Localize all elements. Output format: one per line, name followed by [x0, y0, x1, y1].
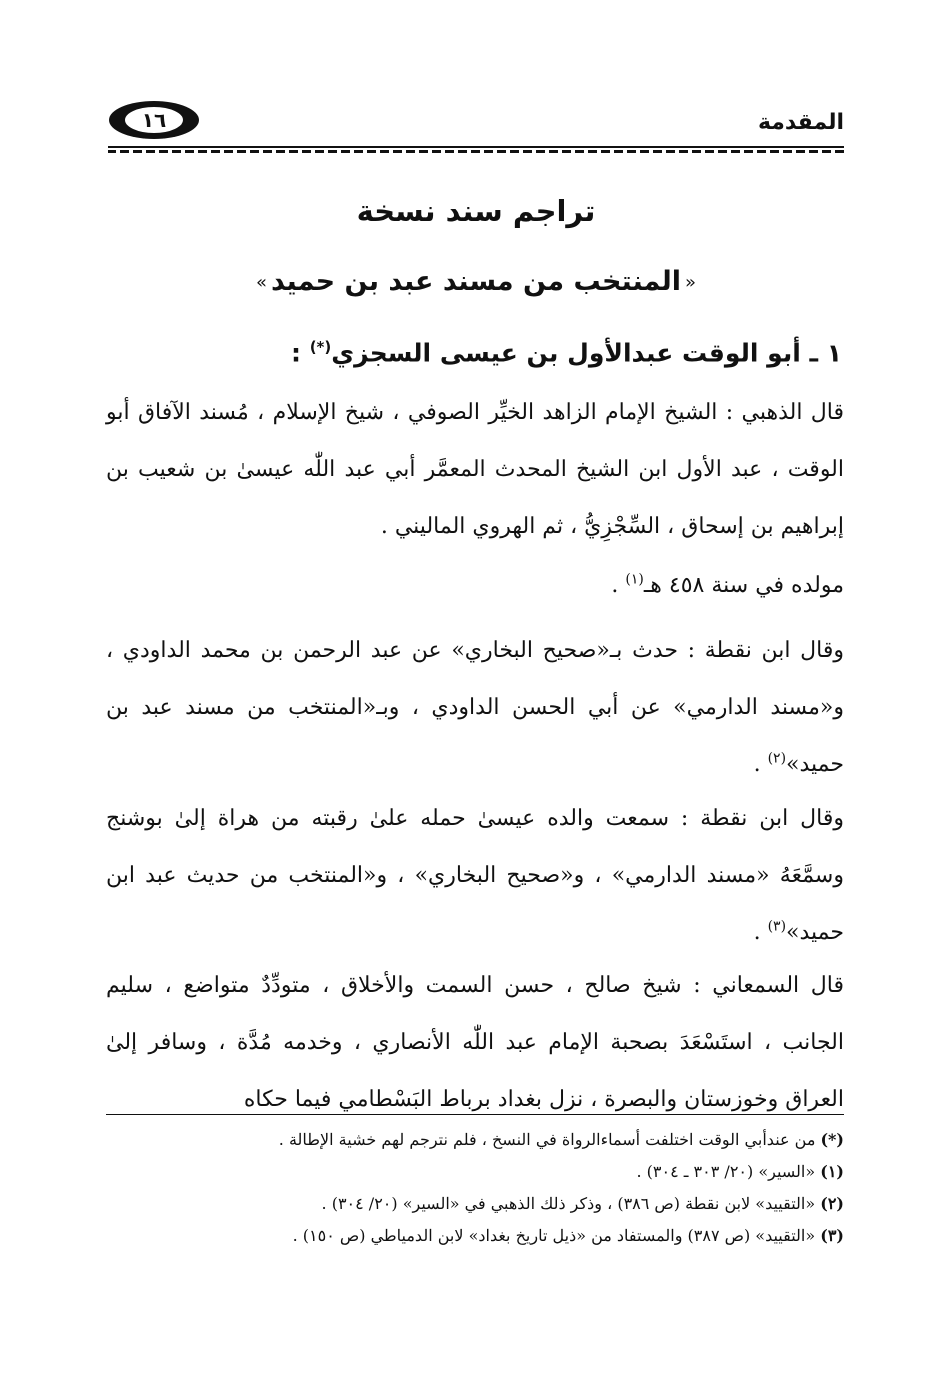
footnote-item — [106, 1188, 844, 1220]
entry-heading-text: ١ ـ أبو الوقت عبدالأول بن عيسى السجزي — [331, 338, 842, 368]
footnote-item — [106, 1156, 844, 1188]
footnote-ref-star: (*) — [309, 338, 332, 356]
paragraph-ibn-nuqta-2 — [106, 790, 844, 961]
footnote-mark: (٣) — [820, 1226, 844, 1245]
page-number: ١٦ — [141, 108, 167, 132]
paragraph-ibn-nuqta-1-tail: . — [753, 752, 768, 777]
paragraph-dhahabi: قال الذهبي : الشيخ الإمام الزاهد الخيِّر الصوفي ، شيخ الإسلام ، مُسند الآفاق أبو الوقت ، عبد الأول ابن الشيخ المحدث المعمَّر أبي عبد اللّٰه عيسىٰ بن شعيب بن إبراهيم بن إسحاق ، السِّجْزِيُّ ، ثم الهروي الماليني . — [106, 400, 844, 539]
main-title: تراجم سند نسخة — [356, 194, 596, 228]
quote-open: « — [685, 272, 697, 293]
header-rule-dashed — [108, 150, 844, 153]
footnote-ref-2: (٢) — [767, 750, 787, 767]
paragraph-samani: قال السمعاني : شيخ صالح ، حسن السمت والأخلاق ، متودِّدٌ متواضع ، سليم الجانب ، استَسْعَدَ بصحبة الإمام عبد اللّٰه الأنصاري ، وخدمه مُدَّة ، وسافر إلىٰ العراق وخوزستان والبصرة ، نزل بغداد برباط البَسْطامي فيما حكاه — [106, 973, 844, 1112]
footnote-mark: (*) — [820, 1130, 844, 1149]
paragraph-ibn-nuqta-1-text: وقال ابن نقطة : حدث بـ«صحيح البخاري» عن عبد الرحمن بن محمد الداودي ، و«مسند الدارمي» عن أبي الحسن الداودي ، وبـ«المنتخب من مسند عبد بن حميد» — [106, 638, 844, 777]
footnote-mark: (١) — [820, 1162, 844, 1181]
footnote-rule — [106, 1114, 844, 1115]
paragraph-ibn-nuqta-1 — [106, 622, 844, 793]
page-header — [108, 98, 844, 148]
header-rule-solid — [108, 146, 844, 148]
footnotes — [106, 1124, 844, 1252]
quote-close: » — [255, 272, 267, 293]
footnote-text: من عندأبي الوقت اختلفت أسماءالرواة في النسخ ، فلم نترجم لهم خشية الإطالة . — [278, 1130, 821, 1149]
footnote-ref-3: (٣) — [767, 918, 787, 935]
footnote-text: «السير» (٢٠/ ٣٠٣ ـ ٣٠٤) . — [636, 1162, 821, 1181]
paragraph-birth-tail: . — [611, 573, 626, 598]
footnote-item — [106, 1220, 844, 1252]
entry-heading — [108, 338, 842, 367]
paragraph-ibn-nuqta-2-text: وقال ابن نقطة : سمعت والده عيسىٰ حمله علىٰ رقبته من هراة إلىٰ بوشنج وسمَّعَهُ «مسند الدارمي» ، و«صحيح البخاري» ، و«المنتخب من حديث عبد ابن حميد» — [106, 806, 844, 945]
paragraph-birth — [106, 557, 844, 614]
subtitle-text: المنتخب من مسند عبد بن حميد — [270, 266, 682, 297]
footnote-item — [106, 1124, 844, 1156]
header-rule — [108, 146, 844, 154]
footnote-mark: (٢) — [820, 1194, 844, 1213]
paragraph-birth-text: مولده في سنة ٤٥٨ هـ — [643, 573, 844, 598]
paragraph-ibn-nuqta-2-tail: . — [753, 920, 768, 945]
footnote-ref-1: (١) — [625, 571, 644, 588]
footnote-text: «التقييد» (ص ٣٨٧) والمستفاد من «ذيل تاريخ بغداد» لابن الدمياطي (ص ١٥٠) . — [292, 1226, 821, 1245]
subtitle — [108, 266, 844, 297]
entry-heading-tail: : — [290, 338, 310, 368]
section-title: المقدمة — [757, 110, 844, 135]
page-number-badge — [108, 100, 200, 140]
footnote-text: «التقييد» لابن نقطة (ص ٣٨٦) ، وذكر ذلك الذهبي في «السير» (٢٠/ ٣٠٤) . — [321, 1194, 821, 1213]
